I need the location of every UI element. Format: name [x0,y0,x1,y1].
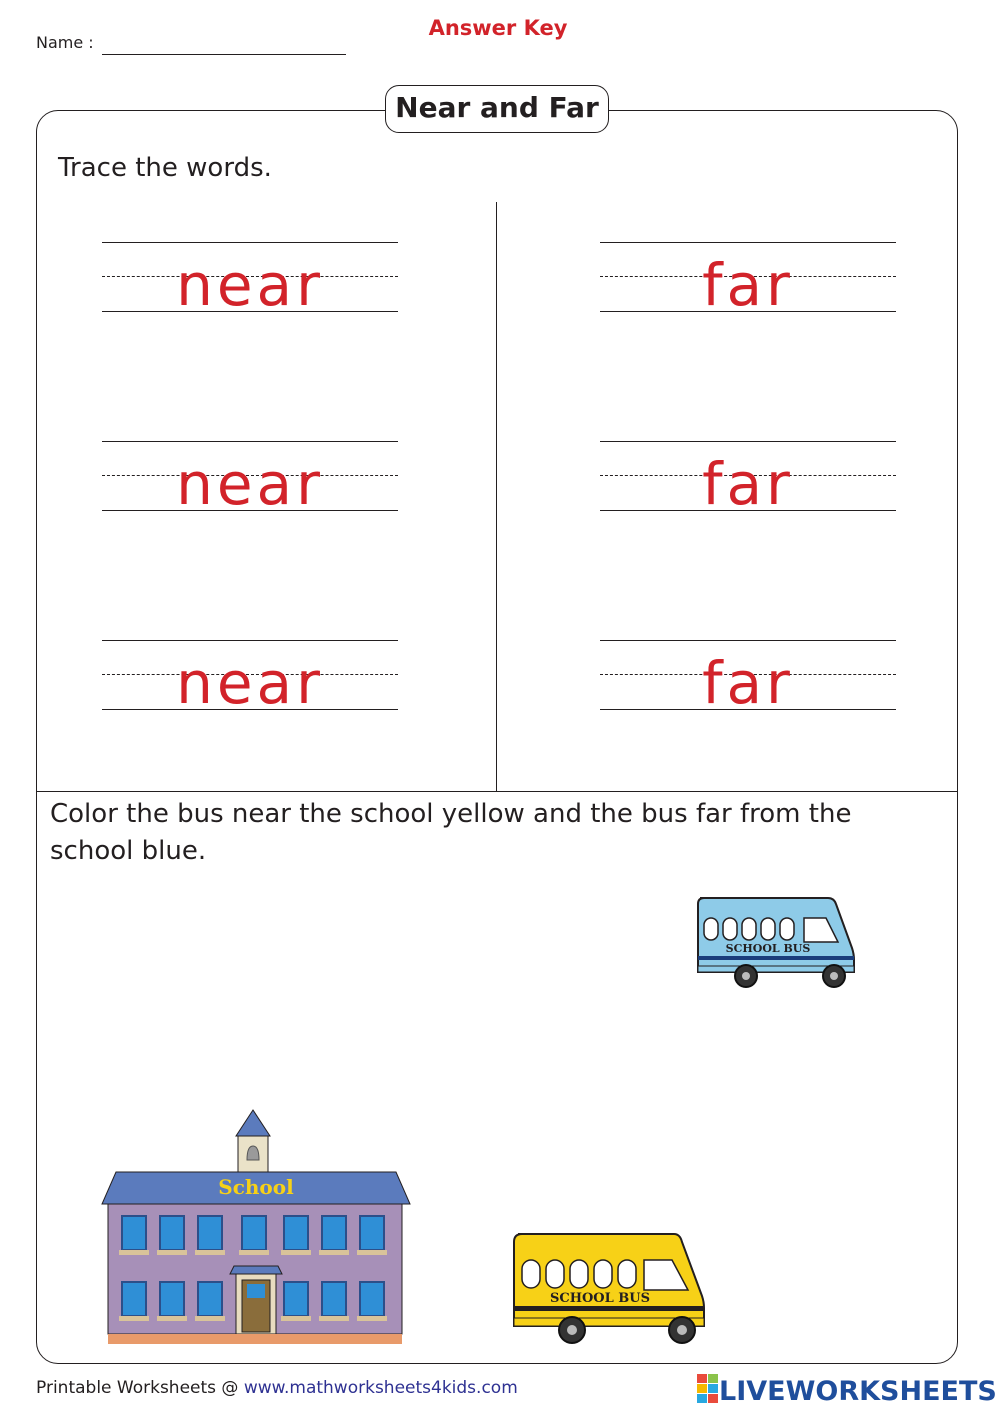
footer-url-link[interactable]: www.mathworksheets4kids.com [243,1378,518,1398]
bus-near[interactable] [510,1230,710,1346]
trace-word-far: far [702,450,794,518]
name-label: Name : [36,33,94,52]
footer-credit [36,1378,518,1398]
trace-row-far-3 [600,640,896,717]
trace-word-near: near [176,649,324,717]
trace-row-far-2 [600,441,896,518]
bus-near-label: SCHOOL BUS [549,1291,651,1306]
trace-instruction: Trace the words. [58,153,272,183]
trace-word-far: far [702,649,794,717]
liveworksheets-logo-icon [697,1374,719,1404]
footer-prefix: Printable Worksheets @ [36,1378,244,1398]
bus-far[interactable] [694,894,860,990]
trace-word-near: near [176,251,324,319]
column-divider [496,202,497,792]
trace-row-far-1 [600,242,896,319]
liveworksheets-logo[interactable] [697,1374,997,1407]
section-divider [37,791,957,792]
worksheet-title: Near and Far [385,85,609,133]
trace-row-near-1 [102,242,398,319]
liveworksheets-wordmark: LIVEWORKSHEETS [719,1376,997,1407]
trace-word-near: near [176,450,324,518]
trace-word-far: far [702,251,794,319]
trace-row-near-2 [102,441,398,518]
name-line[interactable] [102,54,346,55]
trace-row-near-3 [102,640,398,717]
school-building [100,1108,412,1346]
bell-icon [247,1146,259,1160]
bus-far-label: SCHOOL BUS [725,942,811,955]
color-instruction: Color the bus near the school yellow and the bus far from the school blue. [50,799,852,866]
school-sign: School [218,1175,294,1199]
answer-key-label: Answer Key [428,16,568,40]
